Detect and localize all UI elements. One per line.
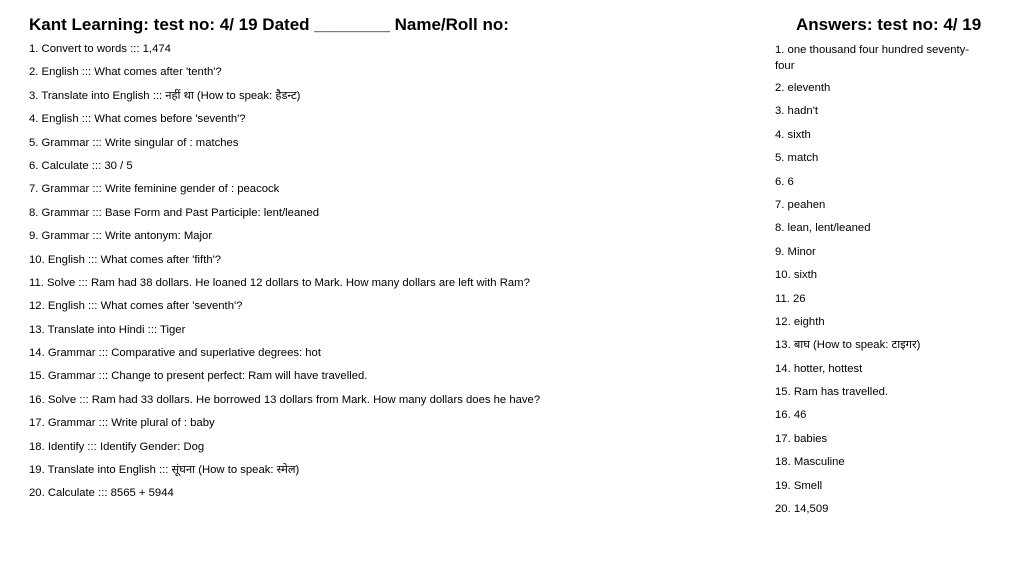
answer-item: 6. 6 [775,175,794,188]
question-item: 15. Grammar ::: Change to present perfect: Ram will have travelled. [29,370,368,383]
test-title: Kant Learning: test no: 4/ 19 Dated ________ Name/Roll no: [29,15,509,34]
question-item: 4. English ::: What comes before 'seventh'? [29,113,246,126]
answer-item: 1. one thousand four hundred seventy-four [775,44,970,72]
answer-item: 4. sixth [775,128,811,141]
question-item: 19. Translate into English ::: सूंघना (How to speak: स्मेल) [29,464,300,477]
question-item: 10. English ::: What comes after 'fifth'? [29,253,222,266]
answer-item: 12. eighth [775,315,825,328]
question-item: 11. Solve ::: Ram had 38 dollars. He loaned 12 dollars to Mark. How many dollars are left with Ram? [29,276,530,289]
question-item: 9. Grammar ::: Write antonym: Major [29,230,213,243]
question-item: 13. Translate into Hindi ::: Tiger [29,323,186,336]
question-item: 14. Grammar ::: Comparative and superlative degrees: hot [29,347,321,360]
answer-item: 16. 46 [775,409,807,422]
answer-item: 19. Smell [775,479,823,492]
question-item: 6. Calculate ::: 30 / 5 [29,159,133,172]
answer-item: 15. Ram has travelled. [775,386,889,399]
answer-item: 3. hadn't [775,105,818,118]
answer-item: 14. hotter, hottest [775,362,863,375]
question-item: 7. Grammar ::: Write feminine gender of : peacock [29,183,280,196]
answer-item: 20. 14,509 [775,503,829,516]
answer-item: 8. lean, lent/leaned [775,222,871,235]
question-item: 20. Calculate ::: 8565 + 5944 [29,487,174,500]
answer-item: 2. eleventh [775,82,831,94]
question-item: 5. Grammar ::: Write singular of : matches [29,136,239,149]
question-item: 3. Translate into English ::: नहीं था (How to speak: हैडन्ट) [29,89,301,102]
question-item: 12. English ::: What comes after 'seventh'? [29,300,243,313]
question-item: 8. Grammar ::: Base Form and Past Participle: lent/leaned [29,206,320,219]
question-item: 2. English ::: What comes after 'tenth'? [29,66,222,79]
answer-item: 18. Masculine [775,456,845,469]
question-item: 16. Solve ::: Ram had 33 dollars. He borrowed 13 dollars from Mark. How many dollars does he have? [29,393,541,406]
answer-list [775,42,975,525]
question-list [29,42,759,510]
answers-title: Answers: test no: 4/ 19 [796,15,982,34]
answer-item: 17. babies [775,432,828,445]
answer-item: 9. Minor [775,245,816,258]
question-item: 17. Grammar ::: Write plural of : baby [29,417,215,430]
answer-item: 5. match [775,152,819,165]
answer-item: 11. 26 [775,292,806,305]
answer-item: 13. बाघ (How to speak: टाइगर) [775,339,921,352]
answer-item: 7. peahen [775,198,826,211]
question-item: 1. Convert to words ::: 1,474 [29,43,171,55]
answer-item: 10. sixth [775,269,818,282]
question-item: 18. Identify ::: Identify Gender: Dog [29,440,205,453]
